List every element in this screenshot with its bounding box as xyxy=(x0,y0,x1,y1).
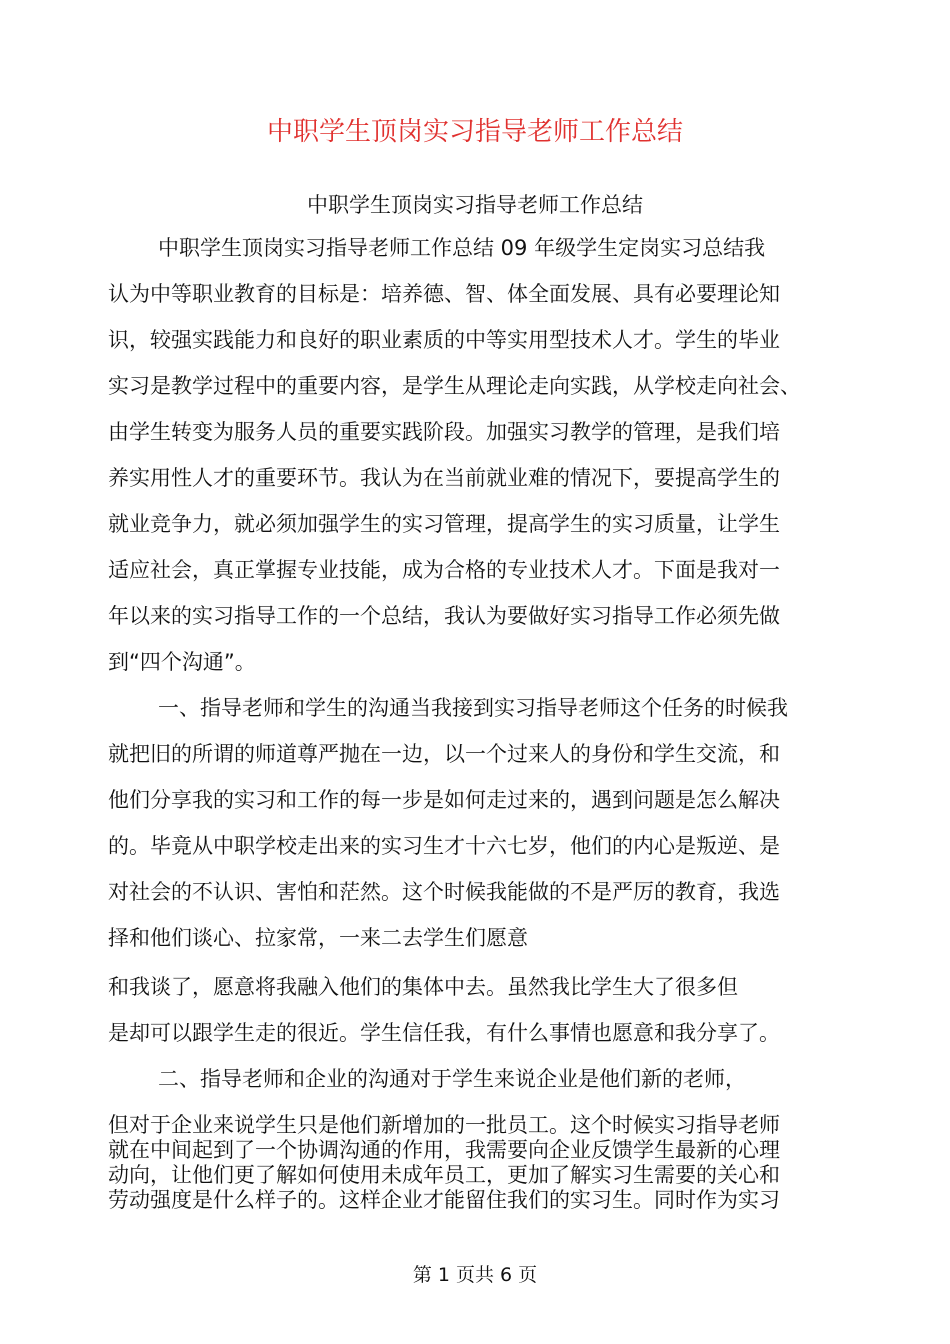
text-line: 他们分享我的实习和工作的每一步是如何走过来的，遇到问题是怎么解决 xyxy=(108,788,780,812)
text-line: 一、指导老师和学生的沟通当我接到实习指导老师这个任务的时候我 xyxy=(158,696,788,720)
paragraph-block-continued xyxy=(108,964,843,1056)
paragraph-block-section-two xyxy=(108,1056,843,1102)
text-line: 二、指导老师和企业的沟通对于学生来说企业是他们新的老师， xyxy=(158,1067,746,1091)
text-line: 实习是教学过程中的重要内容，是学生从理论走向实践，从学校走向社会、 xyxy=(108,374,801,398)
text-line: 择和他们谈心、拉家常，一来二去学生们愿意 xyxy=(108,926,528,950)
text-line: 年以来的实习指导工作的一个总结，我认为要做好实习指导工作必须先做 xyxy=(108,604,780,628)
text-line: 认为中等职业教育的目标是：培养德、智、体全面发展、具有必要理论知 xyxy=(108,282,780,306)
text-line: 养实用性人才的重要环节。我认为在当前就业难的情况下，要提高学生的 xyxy=(108,466,780,490)
text-line: 但对于企业来说学生只是他们新增加的一批员工。这个时候实习指导老师 xyxy=(108,1113,780,1137)
text-line: 的。毕竟从中职学校走出来的实习生才十六七岁，他们的内心是叛逆、是 xyxy=(108,834,780,858)
text-line: 劳动强度是什么样子的。这样企业才能留住我们的实习生。同时作为实习 xyxy=(108,1188,780,1212)
text-line: 对社会的不认识、害怕和茫然。这个时候我能做的不是严厉的教育，我选 xyxy=(108,880,780,904)
paragraph-block-section-two-body xyxy=(108,1113,843,1213)
text-line: 动向，让他们更了解如何使用未成年员工，更加了解实习生需要的关心和 xyxy=(108,1163,780,1187)
text-line: 就业竞争力，就必须加强学生的实习管理，提高学生的实习质量，让学生 xyxy=(108,512,780,536)
text-line: 中职学生顶岗实习指导老师工作总结 09 年级学生定岗实习总结我 xyxy=(158,236,766,260)
text-line: 就在中间起到了一个协调沟通的作用，我需要向企业反馈学生最新的心理 xyxy=(108,1138,780,1162)
page-number-footer: 第 1 页共 6 页 xyxy=(412,1264,538,1286)
document-title: 中职学生顶岗实习指导老师工作总结 xyxy=(266,117,683,147)
document-subtitle: 中职学生顶岗实习指导老师工作总结 xyxy=(307,193,643,217)
text-line: 和我谈了，愿意将我融入他们的集体中去。虽然我比学生大了很多但 xyxy=(108,975,738,999)
text-line: 就把旧的所谓的师道尊严抛在一边，以一个过来人的身份和学生交流，和 xyxy=(108,742,780,766)
text-line: 是却可以跟学生走的很近。学生信任我，有什么事情也愿意和我分享了。 xyxy=(108,1021,780,1045)
paragraph-block-intro xyxy=(108,225,843,961)
text-line: 识，较强实践能力和良好的职业素质的中等实用型技术人才。学生的毕业 xyxy=(108,328,780,352)
text-line: 适应社会，真正掌握专业技能，成为合格的专业技术人才。下面是我对一 xyxy=(108,558,780,582)
text-line: 到“四个沟通”。 xyxy=(108,650,256,674)
text-line: 由学生转变为服务人员的重要实践阶段。加强实习教学的管理，是我们培 xyxy=(108,420,780,444)
